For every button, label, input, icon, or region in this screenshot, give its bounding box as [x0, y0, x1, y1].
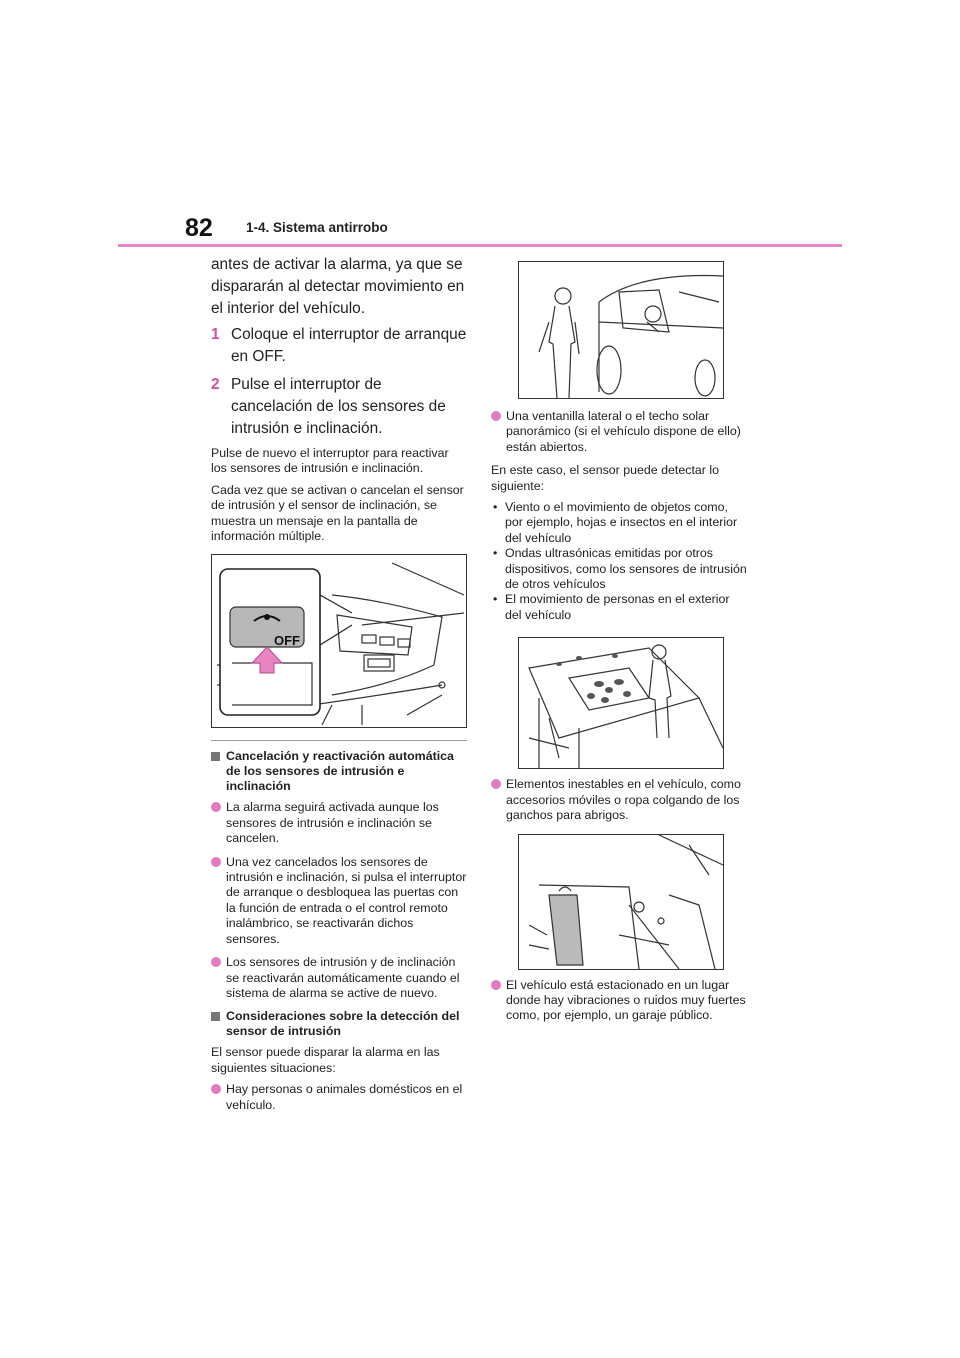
header-rule: [118, 244, 842, 247]
bullet-item: [211, 955, 467, 1001]
bullet-item: [211, 1082, 467, 1113]
section-title: 1-4. Sistema antirrobo: [246, 220, 388, 235]
bullet-text: Los sensores de intrusión y de inclinación se reactivarán automáticamente cuando el sistema de alarma se active de nuevo.: [226, 955, 460, 1000]
step-number: 1: [211, 326, 220, 343]
bullet-item: [491, 978, 749, 1024]
bullet-text: Una ventanilla lateral o el techo solar panorámico (si el vehículo dispone de ello) están abiertos.: [506, 409, 741, 454]
divider: [211, 740, 467, 741]
sub-item: [491, 500, 749, 546]
bullet-item: [211, 855, 467, 947]
sunroof-illustration: [518, 637, 724, 769]
message-paragraph: Cada vez que se activan o cancelan el sensor de intrusión y el sensor de inclinación, se muestra un mensaje en la pantalla de información múltiple.: [211, 482, 464, 544]
sub-item: [491, 546, 749, 592]
round-bullet-icon: [211, 1084, 221, 1094]
step-text: Pulse el interruptor de cancelación de los sensores de intrusión e inclinación.: [231, 376, 446, 437]
bullet-text: Una vez cancelados los sensores de intrusión e inclinación, si pulsa el interruptor de arranque o desbloquea las puertas con la función de entrada o el control remoto inalámbrico, se reactivarán dichos sensores.: [226, 854, 467, 946]
bullet-text: Hay personas o animales domésticos en el vehículo.: [226, 1082, 463, 1112]
round-bullet-icon: [491, 411, 501, 421]
sub-text: Viento o el movimiento de objetos como, por ejemplo, hojas e insectos en el interior del vehículo: [505, 500, 738, 545]
round-bullet-icon: [211, 802, 221, 812]
page-number: 82: [185, 214, 213, 242]
bullet-item: [491, 409, 749, 455]
heading-intrusion-considerations: [211, 1009, 467, 1039]
step-number: 2: [211, 376, 220, 393]
step-text: Coloque el interruptor de arranque en OFF.: [231, 326, 467, 365]
sub-text: El movimiento de personas en el exterior del vehículo: [505, 592, 730, 622]
heading-text: Consideraciones sobre la detección del sensor de intrusión: [226, 1009, 460, 1039]
round-bullet-icon: [491, 779, 501, 789]
heading-text: Cancelación y reactivación automática de los sensores de intrusión e inclinación: [226, 749, 454, 794]
right-column: [491, 254, 749, 1032]
sub-bullet-mark: •: [493, 546, 498, 561]
bullet-text: La alarma seguirá activada aunque los sensores de intrusión e inclinación se cancelen.: [226, 800, 439, 846]
leaves-in-sunroof-drawing: [519, 638, 723, 768]
square-bullet-icon: [211, 752, 220, 761]
bullet-text: Elementos inestables en el vehículo, como accesorios móviles o ropa colgando de los ganchos para abrigos.: [506, 777, 741, 823]
round-bullet-icon: [211, 857, 221, 867]
coat-hanger-illustration: [518, 834, 724, 970]
round-bullet-icon: [491, 980, 501, 990]
switch-illustration: [211, 554, 467, 728]
open-window-illustration: [518, 261, 724, 399]
sub-text: Ondas ultrasónicas emitidas por otros dispositivos, como los sensores de intrusión de otros vehículos: [505, 546, 747, 592]
left-column: [211, 254, 467, 1121]
reactivate-paragraph: Pulse de nuevo el interruptor para reactivar los sensores de intrusión e inclinación.: [211, 446, 449, 476]
intro-paragraph: antes de activar la alarma, ya que se dispararán al detectar movimiento en el interior del vehículo.: [211, 256, 465, 317]
round-bullet-icon: [211, 957, 221, 967]
detect-paragraph: En este caso, el sensor puede detectar lo siguiente:: [491, 463, 719, 493]
bullet-item: [491, 777, 749, 823]
square-bullet-icon: [211, 1012, 220, 1021]
bullet-item: [211, 800, 467, 846]
step-1: [211, 324, 467, 368]
hanging-clothes-drawing: [519, 835, 723, 969]
person-by-car-drawing: [519, 262, 723, 398]
sub-bullet-mark: •: [493, 500, 498, 515]
heading-auto-reactivation: [211, 749, 467, 794]
bullet-text: El vehículo está estacionado en un lugar donde hay vibraciones o ruidos muy fuertes como, por ejemplo, un garaje público.: [506, 977, 746, 1023]
off-switch-label: OFF: [274, 633, 300, 649]
sub-item: [491, 592, 749, 623]
situations-paragraph: El sensor puede disparar la alarma en las siguientes situaciones:: [211, 1045, 440, 1075]
step-2: [211, 374, 467, 440]
sub-bullet-mark: •: [493, 592, 498, 607]
